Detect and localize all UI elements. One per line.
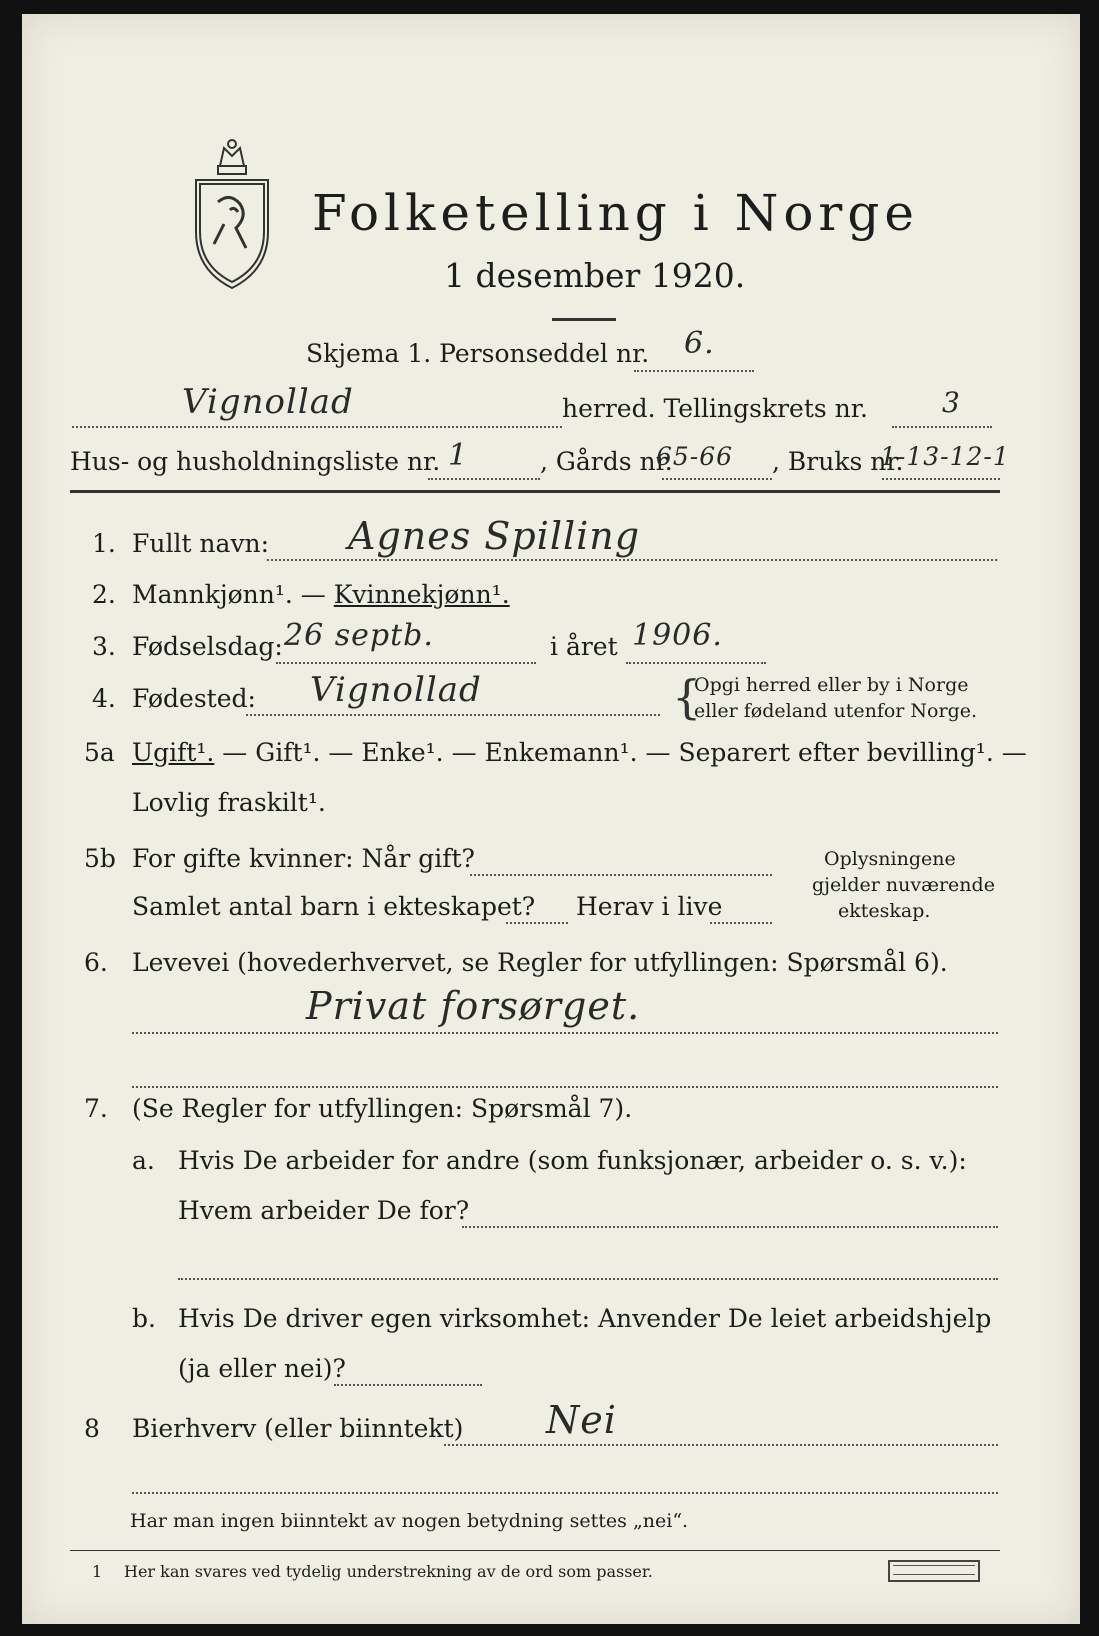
q7a-line-2[interactable] (178, 1278, 998, 1280)
schema-label: Skjema 1. Personseddel nr. (306, 339, 650, 368)
coat-of-arms-icon (190, 136, 274, 292)
q5a-fraskilt[interactable]: Lovlig fraskilt¹. (132, 788, 326, 817)
bruks-value[interactable]: 1-13-12-1 (880, 442, 1010, 471)
personseddel-line (634, 370, 754, 372)
q7a-line-1[interactable] (462, 1226, 998, 1228)
q7a-number: a. (132, 1146, 155, 1175)
q5b-gift-line[interactable] (470, 874, 772, 876)
printer-stamp (888, 1560, 980, 1582)
q2-number: 2. (92, 580, 116, 609)
q2-kvinne[interactable]: Kvinnekjønn¹. (333, 580, 510, 609)
q6-line-2 (132, 1086, 998, 1088)
q3-year-line (626, 662, 766, 664)
census-form (22, 14, 1080, 1624)
krets-value[interactable]: 3 (942, 386, 961, 419)
q7b-number: b. (132, 1304, 156, 1333)
q4-brace: { (672, 670, 702, 724)
census-date: 1 desember 1920. (444, 256, 746, 295)
q8-number: 8 (84, 1414, 100, 1443)
q5a-options[interactable]: — Gift¹. — Enke¹. — Enkemann¹. — Separert efter bevilling¹. — (214, 738, 1027, 767)
q6-line-1 (132, 1032, 998, 1034)
q3-label: Fødselsdag: (132, 632, 283, 661)
bruks-label: , Bruks nr. (772, 447, 904, 476)
q5b-number: 5b (84, 844, 116, 873)
q4-note-1: Opgi herred eller by i Norge (694, 674, 969, 696)
footer-note: Har man ingen biinntekt av nogen betydning settes „nei“. (130, 1510, 689, 1532)
q5b-live-line[interactable] (710, 922, 772, 924)
q7-label: (Se Regler for utfyllingen: Spørsmål 7). (132, 1094, 633, 1123)
q5b-label-b: Samlet antal barn i ekteskapet? (132, 892, 536, 921)
q1-label: Fullt navn: (132, 529, 270, 558)
q7-number: 7. (84, 1094, 108, 1123)
q2-mann[interactable]: Mannkjønn¹. — (132, 580, 334, 609)
hus-value[interactable]: 1 (448, 438, 469, 473)
gards-value[interactable]: 65-66 (656, 442, 734, 471)
header-rule (70, 490, 1000, 493)
q4-value[interactable]: Vignollad (310, 670, 482, 710)
footnote-text: Her kan svares ved tydelig understrekning av de ord som passer. (124, 1562, 653, 1581)
q3-number: 3. (92, 632, 116, 661)
q5b-note-2: gjelder nuværende (812, 874, 995, 896)
q5b-barn-line[interactable] (506, 922, 568, 924)
q1-number: 1. (92, 529, 116, 558)
q8-line-2 (132, 1492, 998, 1494)
q8-line-1 (444, 1444, 998, 1446)
q6-number: 6. (84, 948, 108, 977)
q5a-label (132, 738, 1027, 767)
q6-value[interactable]: Privat forsørget. (306, 984, 641, 1028)
q2-label (132, 580, 510, 609)
q3-year-label: i året (550, 632, 618, 661)
title-divider (552, 318, 616, 321)
q1-value[interactable]: Agnes Spilling (348, 514, 641, 558)
q7b-line[interactable] (334, 1384, 482, 1386)
q4-note-2: eller fødeland utenfor Norge. (694, 700, 978, 722)
herred-label: herred. Tellingskrets nr. (562, 394, 868, 423)
q7a-label: Hvis De arbeider for andre (som funksjonær, arbeider o. s. v.): (178, 1146, 967, 1175)
hus-line (428, 478, 540, 480)
footnote-mark: 1 (92, 1562, 103, 1581)
hus-label: Hus- og husholdningsliste nr. (70, 447, 441, 476)
gards-line (662, 478, 772, 480)
q8-label: Bierhverv (eller biinntekt) (132, 1414, 464, 1443)
q5a-number: 5a (84, 738, 115, 767)
q3-date-line (276, 662, 536, 664)
bruks-line (882, 478, 1000, 480)
footer-rule (70, 1550, 1000, 1551)
q5b-label-a: For gifte kvinner: Når gift? (132, 844, 475, 873)
herred-value[interactable]: Vignollad (182, 382, 354, 422)
q3-value[interactable]: 26 septb. (284, 618, 434, 653)
q6-label: Levevei (hovederhvervet, se Regler for utfyllingen: Spørsmål 6). (132, 948, 948, 977)
q4-label: Fødested: (132, 684, 256, 713)
gards-label: , Gårds nr. (540, 447, 673, 476)
q4-number: 4. (92, 684, 116, 713)
form-title: Folketelling i Norge (312, 184, 919, 242)
q7b-label: Hvis De driver egen virksomhet: Anvender De leiet arbeidshjelp (178, 1304, 992, 1333)
q7b-label-2: (ja eller nei)? (178, 1354, 346, 1383)
herred-line (72, 426, 562, 428)
q5b-label-c: Herav i live (576, 892, 723, 921)
q4-line (246, 714, 660, 716)
q8-value[interactable]: Nei (546, 1398, 617, 1442)
q1-line (267, 559, 997, 561)
q5a-ugift[interactable]: Ugift¹. (132, 738, 215, 767)
q3-year-value[interactable]: 1906. (632, 618, 723, 653)
personseddel-number[interactable]: 6. (684, 326, 715, 361)
krets-line (892, 426, 992, 428)
q5b-note-1: Oplysningene (824, 848, 956, 870)
q7a-label-2: Hvem arbeider De for? (178, 1196, 470, 1225)
q5b-note-3: ekteskap. (838, 900, 931, 922)
